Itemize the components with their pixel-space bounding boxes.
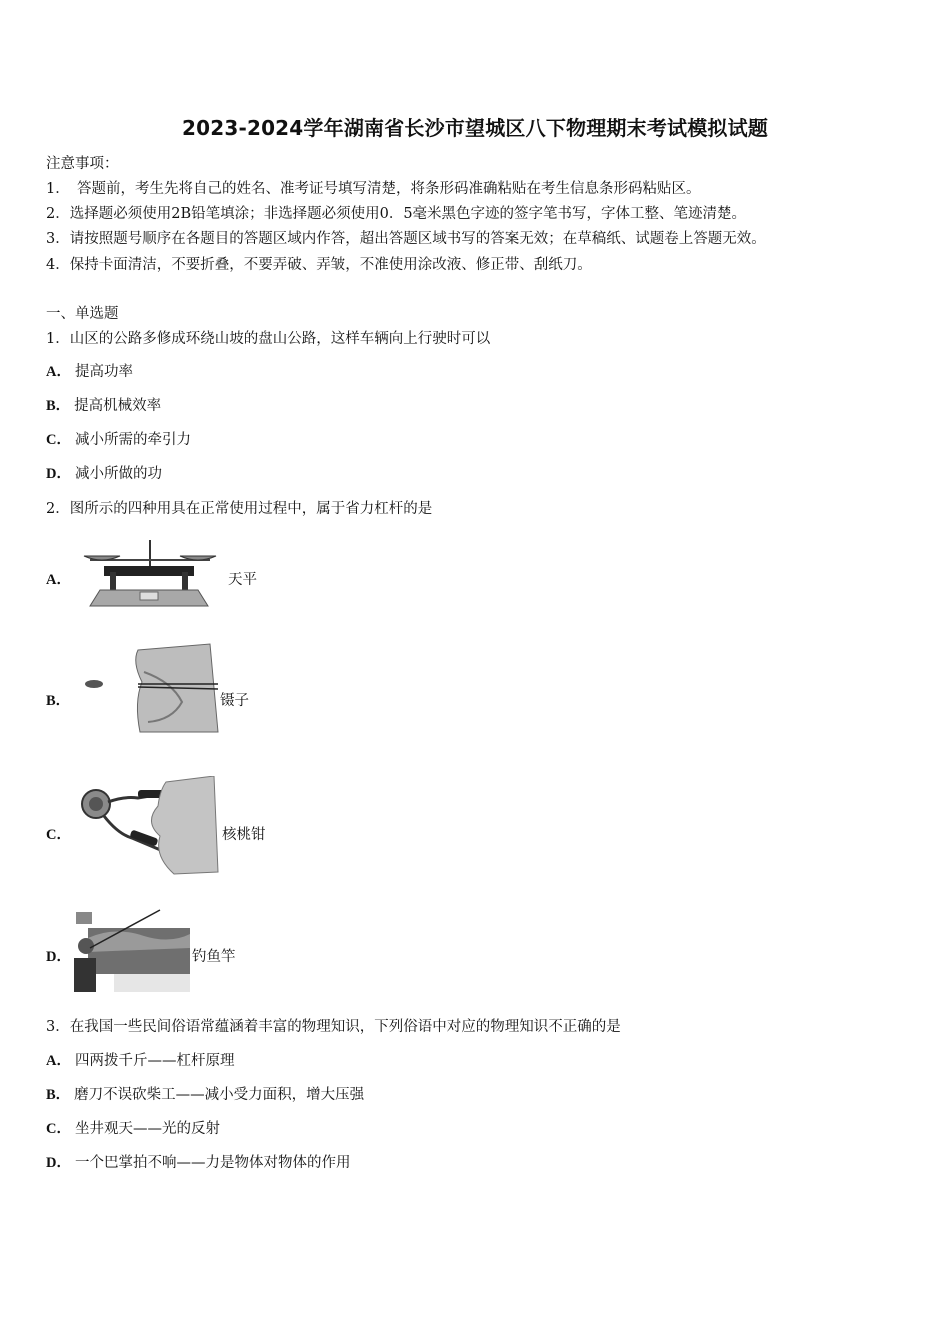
fishing-rod-image <box>74 908 190 992</box>
option-label: B． <box>46 1087 71 1103</box>
option-label: D． <box>46 949 71 965</box>
option-text: 天平 <box>228 572 257 588</box>
question-1-option-a <box>46 360 133 381</box>
option-label: A． <box>46 572 71 588</box>
question-2-stem: 2．图所示的四种用具在正常使用过程中，属于省力杠杆的是 <box>46 501 433 517</box>
option-text: 提高机械效率 <box>74 398 162 414</box>
option-text: 钓鱼竿 <box>192 949 236 965</box>
question-3-option-b <box>46 1083 364 1104</box>
option-label: D． <box>46 466 71 482</box>
option-text: 镊子 <box>220 693 249 709</box>
option-text: 一个巴掌拍不响——力是物体对物体的作用 <box>74 1155 351 1171</box>
question-3-stem: 3．在我国一些民间俗语常蕴涵着丰富的物理知识，下列俗语中对应的物理知识不正确的是 <box>46 1019 621 1035</box>
balance-scale-image <box>82 538 217 610</box>
question-1-option-b <box>46 394 161 415</box>
option-label: D． <box>46 1155 71 1171</box>
page-title: 2023-2024学年湖南省长沙市望城区八下物理期末考试模拟试题 <box>181 116 769 140</box>
option-label: A． <box>46 1053 71 1069</box>
option-text: 四两拨千斤——杠杆原理 <box>74 1053 235 1069</box>
question-3-option-c <box>46 1117 220 1138</box>
question-3-option-a <box>46 1049 234 1070</box>
option-text: 核桃钳 <box>222 827 266 843</box>
option-text: 减小所做的功 <box>74 466 162 482</box>
question-1-option-d <box>46 462 162 483</box>
nutcracker-image <box>74 776 220 876</box>
question-1-stem: 1．山区的公路多修成环绕山坡的盘山公路，这样车辆向上行驶时可以 <box>46 331 491 347</box>
option-label: A． <box>46 364 71 380</box>
notice-item: 4．保持卡面清洁，不要折叠，不要弄破、弄皱，不准使用涂改液、修正带、刮纸刀。 <box>46 257 592 273</box>
notice-item: 3．请按照题号顺序在各题目的答题区域内作答，超出答题区域书写的答案无效；在草稿纸、试题卷上答题无效。 <box>46 231 766 247</box>
notice-heading: 注意事项： <box>46 156 119 172</box>
section-heading: 一、单选题 <box>46 306 119 322</box>
option-label: C． <box>46 432 71 448</box>
tweezers-image <box>82 642 222 734</box>
option-text: 坐井观天——光的反射 <box>74 1121 220 1137</box>
notice-item: 1． 答题前，考生先将自己的姓名、准考证号填写清楚，将条形码准确粘贴在考生信息条形码粘贴区。 <box>46 181 701 197</box>
option-label: C． <box>46 827 71 843</box>
option-text: 提高功率 <box>74 364 133 380</box>
option-label: B． <box>46 398 71 414</box>
question-1-option-c <box>46 428 191 449</box>
option-label: C． <box>46 1121 71 1137</box>
option-text: 减小所需的牵引力 <box>74 432 191 448</box>
question-3-option-d <box>46 1151 350 1172</box>
notice-item: 2．选择题必须使用2B铅笔填涂；非选择题必须使用0．5毫米黑色字迹的签字笔书写，字体工整、笔迹清楚。 <box>46 206 747 222</box>
option-label: B． <box>46 693 71 709</box>
option-text: 磨刀不误砍柴工——减小受力面积，增大压强 <box>74 1087 365 1103</box>
